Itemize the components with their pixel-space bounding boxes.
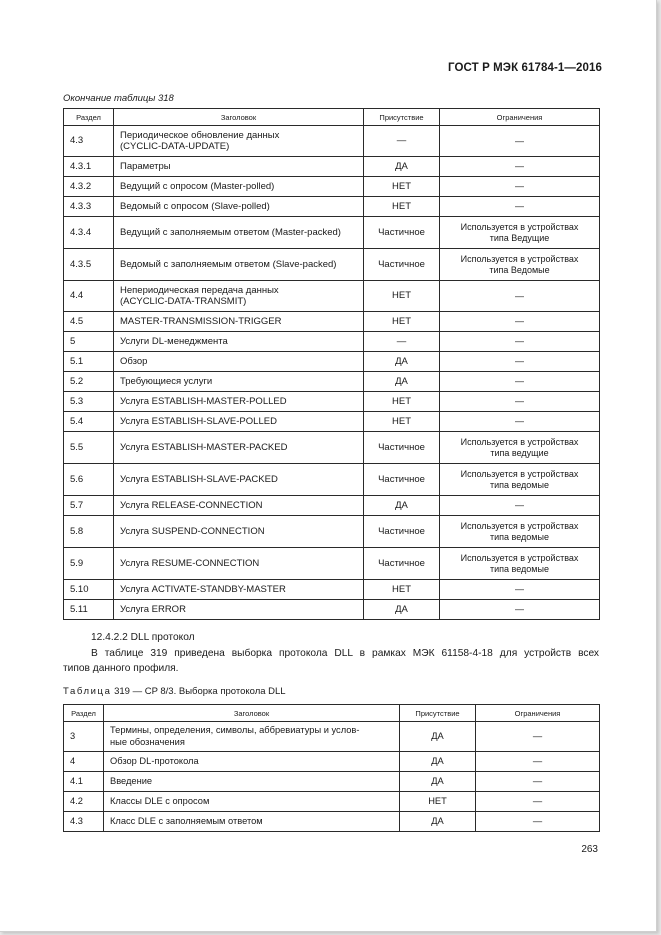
limitation-cell <box>440 580 600 600</box>
section-number-cell: 5.2 <box>64 372 114 392</box>
title-cell-text: Услуга RESUME-CONNECTION <box>120 557 260 569</box>
limitation-cell <box>476 772 600 792</box>
presence-cell: НЕТ <box>364 177 440 197</box>
title-cell <box>114 496 364 516</box>
title-cell-text: Параметры <box>120 160 171 172</box>
title-cell <box>114 352 364 372</box>
title-cell <box>114 217 364 249</box>
presence-cell: ДА <box>364 352 440 372</box>
title-cell <box>104 812 400 832</box>
title-cell <box>114 332 364 352</box>
section-number-cell: 4.3.4 <box>64 217 114 249</box>
column-header: Присутствие <box>400 705 476 722</box>
limitation-cell-text: — <box>532 756 543 766</box>
title-cell-text: Класс DLE с заполняемым ответом <box>110 815 263 826</box>
column-header: Раздел <box>64 109 114 126</box>
limitation-cell <box>440 392 600 412</box>
limitation-cell <box>440 217 600 249</box>
table-row <box>64 372 600 392</box>
limitation-cell <box>440 516 600 548</box>
table-row <box>64 392 600 412</box>
table-row <box>64 600 600 620</box>
limitation-cell <box>440 496 600 516</box>
table-row <box>64 722 600 752</box>
limitation-cell <box>440 312 600 332</box>
title-cell <box>114 157 364 177</box>
table-row <box>64 752 600 772</box>
table-318 <box>63 108 600 620</box>
presence-cell: НЕТ <box>400 792 476 812</box>
limitation-cell-text: типа ведомые <box>490 479 549 490</box>
table-header-row <box>64 705 600 722</box>
presence-cell: НЕТ <box>364 412 440 432</box>
table-row <box>64 580 600 600</box>
table-row <box>64 412 600 432</box>
presence-cell: — <box>364 126 440 157</box>
column-header: Ограничения <box>440 109 600 126</box>
limitation-cell-text: — <box>515 376 524 386</box>
table-row <box>64 516 600 548</box>
title-cell <box>114 580 364 600</box>
limitation-cell <box>440 197 600 217</box>
page-number: 263 <box>581 844 598 855</box>
section-heading: 12.4.2.2 DLL протокол <box>91 632 195 643</box>
section-number-cell: 5.4 <box>64 412 114 432</box>
caption-prefix: Таблица <box>63 686 112 697</box>
presence-cell: ДА <box>400 812 476 832</box>
title-cell-text: Услуга ESTABLISH-MASTER-POLLED <box>120 395 287 407</box>
title-cell-text: ные обозначения <box>110 736 185 747</box>
section-number-cell: 4.4 <box>64 281 114 312</box>
section-number-cell: 4.5 <box>64 312 114 332</box>
presence-cell: НЕТ <box>364 281 440 312</box>
title-cell-text: Ведомый с опросом (Slave-polled) <box>120 200 270 212</box>
limitation-cell <box>440 548 600 580</box>
section-paragraph <box>63 646 599 676</box>
presence-cell: Частичное <box>364 432 440 464</box>
limitation-cell <box>440 157 600 177</box>
table-row <box>64 126 600 157</box>
table-row <box>64 812 600 832</box>
title-cell-text: Ведущий с опросом (Master-polled) <box>120 180 275 192</box>
title-cell <box>104 752 400 772</box>
presence-cell: Частичное <box>364 516 440 548</box>
limitation-cell <box>440 281 600 312</box>
section-number-cell: 5 <box>64 332 114 352</box>
limitation-cell-text: Используется в устройствах <box>460 552 579 563</box>
column-header: Заголовок <box>104 705 400 722</box>
table-318-caption: Окончание таблицы 318 <box>63 93 174 104</box>
presence-cell: НЕТ <box>364 312 440 332</box>
table-row <box>64 281 600 312</box>
table-header-row <box>64 109 600 126</box>
title-cell <box>114 464 364 496</box>
column-header: Заголовок <box>114 109 364 126</box>
presence-cell: ДА <box>364 496 440 516</box>
title-cell <box>114 432 364 464</box>
table-row <box>64 548 600 580</box>
limitation-cell-text: — <box>515 356 524 366</box>
table-row <box>64 496 600 516</box>
presence-cell: ДА <box>400 722 476 752</box>
title-cell-text: Обзор DL-протокола <box>110 755 199 766</box>
limitation-cell-text: — <box>532 776 543 786</box>
title-cell-text: Услуга ESTABLISH-SLAVE-PACKED <box>120 473 278 485</box>
limitation-cell-text: типа Ведомые <box>489 264 550 275</box>
limitation-cell-text: типа Ведущие <box>489 232 550 243</box>
column-header: Раздел <box>64 705 104 722</box>
presence-cell: ДА <box>364 372 440 392</box>
section-number-cell: 3 <box>64 722 104 752</box>
presence-cell: НЕТ <box>364 392 440 412</box>
table-319 <box>63 704 600 832</box>
table-row <box>64 792 600 812</box>
presence-cell: Частичное <box>364 464 440 496</box>
title-cell-text: Ведомый с заполняемым ответом (Slave-packed) <box>120 258 337 270</box>
limitation-cell <box>440 372 600 392</box>
limitation-cell-text: Используется в устройствах <box>460 221 579 232</box>
limitation-cell-text: — <box>515 500 524 510</box>
section-number-cell: 5.5 <box>64 432 114 464</box>
limitation-cell-text: — <box>515 416 524 426</box>
limitation-cell <box>440 600 600 620</box>
limitation-cell-text: Используется в устройствах <box>460 436 579 447</box>
section-number-cell: 5.8 <box>64 516 114 548</box>
limitation-cell-text: Используется в устройствах <box>460 468 579 479</box>
title-cell-text: Введение <box>110 775 153 786</box>
limitation-cell-text: — <box>532 796 543 806</box>
limitation-cell <box>476 752 600 772</box>
section-number-cell: 4.3.5 <box>64 249 114 281</box>
limitation-cell <box>440 249 600 281</box>
title-cell-text: Классы DLE с опросом <box>110 795 210 806</box>
table-row <box>64 249 600 281</box>
presence-cell: Частичное <box>364 548 440 580</box>
limitation-cell-text: — <box>515 135 524 146</box>
table-row <box>64 197 600 217</box>
limitation-cell <box>476 792 600 812</box>
title-cell <box>104 772 400 792</box>
section-number-cell: 5.7 <box>64 496 114 516</box>
section-number-cell: 4.3.1 <box>64 157 114 177</box>
title-cell <box>114 197 364 217</box>
section-number-cell: 4.2 <box>64 792 104 812</box>
title-cell <box>114 372 364 392</box>
section-number-cell: 5.10 <box>64 580 114 600</box>
section-number-cell: 5.1 <box>64 352 114 372</box>
section-number-cell: 5.9 <box>64 548 114 580</box>
limitation-cell-text: типа ведомые <box>490 563 549 574</box>
limitation-cell-text: Используется в устройствах <box>460 253 579 264</box>
title-cell <box>114 516 364 548</box>
title-cell-text: Ведущий с заполняемым ответом (Master-packed) <box>120 226 341 238</box>
title-cell <box>104 722 400 752</box>
title-cell <box>114 312 364 332</box>
section-number-cell: 4.3 <box>64 126 114 157</box>
limitation-cell-text: — <box>515 201 524 211</box>
presence-cell: ДА <box>400 772 476 792</box>
limitation-cell <box>440 177 600 197</box>
table-319-caption <box>63 686 286 697</box>
table-row <box>64 772 600 792</box>
paragraph-line: типов данного профиля. <box>63 663 179 674</box>
title-cell-text: Услуга RELEASE-CONNECTION <box>120 499 263 511</box>
title-cell-text: Услуги DL-менеджмента <box>120 335 228 347</box>
table-row <box>64 217 600 249</box>
title-cell-text: MASTER-TRANSMISSION-TRIGGER <box>120 315 282 327</box>
presence-cell: — <box>364 332 440 352</box>
limitation-cell-text: типа ведомые <box>490 531 549 542</box>
section-number-cell: 4 <box>64 752 104 772</box>
section-number-cell: 4.3 <box>64 812 104 832</box>
title-cell-text: Требующиеся услуги <box>120 375 213 387</box>
table-row <box>64 352 600 372</box>
limitation-cell <box>440 126 600 157</box>
title-cell-text: (ACYCLIC-DATA-TRANSMIT) <box>120 296 247 307</box>
table-row <box>64 312 600 332</box>
limitation-cell-text: типа ведущие <box>490 447 549 458</box>
title-cell <box>114 249 364 281</box>
presence-cell: ДА <box>364 157 440 177</box>
section-number-cell: 5.6 <box>64 464 114 496</box>
title-cell-text: Непериодическая передача данных <box>120 284 279 296</box>
limitation-cell-text: — <box>532 816 543 826</box>
document-header: ГОСТ Р МЭК 61784-1—2016 <box>448 62 602 74</box>
table-row <box>64 157 600 177</box>
title-cell <box>114 600 364 620</box>
title-cell-text: Услуга ESTABLISH-MASTER-PACKED <box>120 441 288 453</box>
presence-cell: НЕТ <box>364 197 440 217</box>
title-cell <box>114 392 364 412</box>
table-row <box>64 464 600 496</box>
table-row <box>64 332 600 352</box>
column-header: Ограничения <box>476 705 600 722</box>
section-number-cell: 4.3.3 <box>64 197 114 217</box>
presence-cell: Частичное <box>364 249 440 281</box>
limitation-cell <box>440 464 600 496</box>
column-header: Присутствие <box>364 109 440 126</box>
title-cell <box>114 412 364 432</box>
section-number-cell: 4.1 <box>64 772 104 792</box>
paragraph-line: В таблице 319 приведена выборка протокола DLL в рамках МЭК 61158-4-18 для устройств всех <box>91 648 599 659</box>
table-318-body <box>64 126 600 620</box>
limitation-cell <box>440 412 600 432</box>
section-number-cell: 5.3 <box>64 392 114 412</box>
title-cell <box>114 177 364 197</box>
title-cell-text: Термины, определения, символы, аббревиатуры и услов- <box>110 725 360 735</box>
limitation-cell-text: — <box>515 181 524 191</box>
title-cell-text: Услуга SUSPEND-CONNECTION <box>120 525 265 537</box>
limitation-cell <box>440 332 600 352</box>
limitation-cell-text: — <box>532 731 543 741</box>
limitation-cell <box>440 432 600 464</box>
limitation-cell-text: Используется в устройствах <box>460 520 579 531</box>
caption-text: 319 — CP 8/3. Выборка протокола DLL <box>111 686 286 697</box>
limitation-cell <box>476 722 600 752</box>
title-cell-text: Услуга ACTIVATE-STANDBY-MASTER <box>120 583 286 595</box>
limitation-cell-text: — <box>515 604 524 614</box>
limitation-cell-text: — <box>515 396 524 406</box>
table-319-body <box>64 722 600 832</box>
limitation-cell-text: — <box>515 336 524 346</box>
title-cell <box>104 792 400 812</box>
limitation-cell-text: — <box>515 161 524 171</box>
title-cell-text: Услуга ESTABLISH-SLAVE-POLLED <box>120 415 277 427</box>
limitation-cell-text: — <box>515 290 524 301</box>
presence-cell: Частичное <box>364 217 440 249</box>
title-cell-text: Услуга ERROR <box>120 603 186 615</box>
table-row <box>64 177 600 197</box>
table-row <box>64 432 600 464</box>
title-cell-text: Периодическое обновление данных <box>120 129 280 141</box>
presence-cell: ДА <box>400 752 476 772</box>
title-cell <box>114 126 364 157</box>
limitation-cell <box>476 812 600 832</box>
title-cell <box>114 281 364 312</box>
section-number-cell: 5.11 <box>64 600 114 620</box>
title-cell <box>114 548 364 580</box>
title-cell-text: (CYCLIC-DATA-UPDATE) <box>120 141 230 152</box>
section-number-cell: 4.3.2 <box>64 177 114 197</box>
title-cell-text: Обзор <box>120 355 148 367</box>
limitation-cell-text: — <box>515 316 524 326</box>
presence-cell: НЕТ <box>364 580 440 600</box>
presence-cell: ДА <box>364 600 440 620</box>
limitation-cell-text: — <box>515 584 524 594</box>
limitation-cell <box>440 352 600 372</box>
